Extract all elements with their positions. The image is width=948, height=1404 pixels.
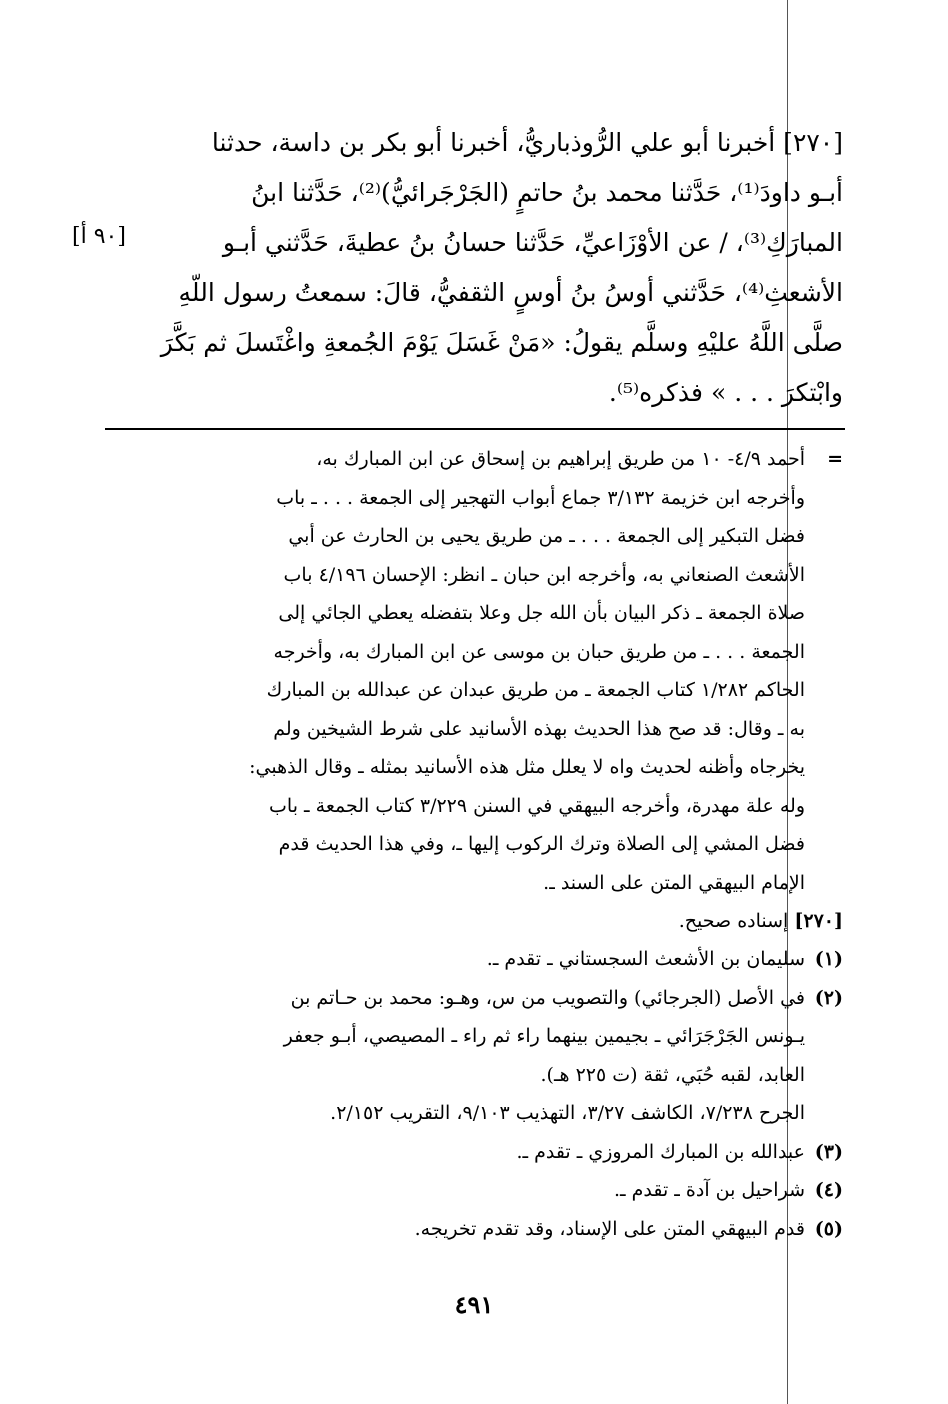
footnote-number: (٥)	[814, 1217, 843, 1240]
footnote-line: الجرح ٧/٢٣٨، الكاشف ٣/٢٧، التهذيب ٩/١٠٣، التقريب ٢/١٥٢.	[330, 1102, 805, 1124]
footnote-line: شراحيل بن آدة ـ تقدم ـ.	[613, 1179, 805, 1201]
page-number: ٤٩١	[454, 1290, 494, 1319]
footnote-line: عبدالله بن المبارك المروزي ـ تقدم ـ.	[516, 1140, 805, 1163]
footnote-line: فضل المشي إلى الصلاة وترك الركوب إليها ـ، وفي هذا الحديث قدم	[278, 833, 805, 855]
hadith-line: المبارَكِ⁽³⁾، / عن الأوْزَاعيِّ، حَدَّثنا حسانُ بنُ عطيةَ، حَدَّثني أبـو	[222, 228, 843, 257]
footnote-line: به ـ وقال: قد صح هذا الحديث بهذه الأسانيد على شرط الشيخين ولم	[273, 717, 805, 740]
footnote-line: الحاكم ١/٢٨٢ كتاب الجمعة ـ من طريق عبدان عن عبدالله بن المبارك	[266, 679, 805, 701]
footnote-line: يخرجاه وأظنه لحديث واه لا يعلل مثل هذه الأسانيد بمثله ـ وقال الذهبي:	[249, 756, 805, 778]
continuation-mark: =	[827, 448, 843, 470]
footnote-item	[153, 940, 843, 979]
footnote-item	[153, 979, 843, 1133]
footnote-item	[153, 1133, 843, 1172]
footnote-line: وله علة مهدرة، وأخرجه البيهقي في السنن ٣/٢٢٩ كتاب الجمعة ـ باب	[269, 794, 805, 817]
footnote-item	[153, 1171, 843, 1210]
hadith-ref: [٢٧٠]	[794, 910, 843, 932]
footnote-line: يـونس الجَرْجَرَائي ـ بجيمين بينهما راء ثم راء ـ المصيصي، أبـو جعفر	[283, 1025, 805, 1047]
footnote-line: صلاة الجمعة ـ ذكر البيان بأن الله جل وعلا بتفضله يعطي الجائي إلى	[278, 602, 805, 624]
footnotes	[153, 440, 843, 1248]
hadith-grading	[153, 902, 843, 940]
footnote-line: قدم البيهقي المتن على الإسناد، وقد تقدم تخريجه.	[414, 1217, 805, 1240]
footnote-number: (٢)	[814, 986, 843, 1009]
footnote-continuation	[153, 440, 843, 902]
footnote-line: الجمعة . . . ـ من طريق حبان بن موسى عن ابن المبارك به، وأخرجه	[273, 640, 805, 663]
footnote-line: الأشعث الصنعاني به، وأخرجه ابن حبان ـ انظر: الإحسان ٤/١٩٦ باب	[283, 563, 805, 586]
footnote-text	[153, 440, 805, 902]
hadith-text	[143, 118, 843, 418]
footnote-line: سليمان بن الأشعث السجستاني ـ تقدم ـ.	[486, 948, 805, 970]
footnote-number: (٣)	[814, 1140, 843, 1163]
hadith-line: [٢٧٠] أخبرنا أبو علي الرُّوذباريُّ، أخبرنا أبو بكر بن داسة، حدثنا	[211, 128, 843, 157]
footnote-line: العابد، لقبه حُبَي، ثقة (ت ٢٢٥ هـ).	[540, 1063, 805, 1086]
footnote-line: وأخرجه ابن خزيمة ٣/١٣٢ جماع أبواب التهجير إلى الجمعة . . . ـ باب	[276, 486, 805, 509]
footnote-divider	[105, 428, 845, 430]
footnote-line: في الأصل (الجرجائي) والتصويب من س، وهـو: محمد بن حـاتم بن	[290, 986, 805, 1009]
footnote-line: فضل التبكير إلى الجمعة . . . ـ من طريق يحيى بن الحارث عن أبي	[288, 525, 805, 547]
hadith-line: أبـو داودَ⁽¹⁾، حَدَّثنا محمد بنُ حاتمٍ (الجَرْجَرائيُّ)⁽²⁾، حَدَّثنا ابنُ	[251, 178, 843, 207]
footnote-number: (٤)	[814, 1179, 843, 1201]
hadith-grading-text: إسناده صحيح.	[678, 910, 795, 932]
footnote-line: الإمام البيهقي المتن على السند ـ.	[543, 871, 805, 894]
footnote-item	[153, 1210, 843, 1249]
footnote-line: أحمد ٤/٩- ١٠ من طريق إبراهيم بن إسحاق عن ابن المبارك به،	[316, 448, 805, 470]
hadith-line: وابْتكرَ . . . » فذكره⁽⁵⁾.	[608, 378, 843, 407]
footnote-number: (١)	[814, 948, 843, 970]
manuscript-folio-marker: [٩٠ أ]	[72, 224, 126, 249]
hadith-line: الأشعثِ⁽⁴⁾، حَدَّثني أوسُ بنُ أوسٍ الثقفيُّ، قالَ: سمعتُ رسول اللّهِ	[178, 278, 843, 307]
hadith-line: صلَّى اللَّهُ عليْهِ وسلَّم يقولُ: «مَنْ غَسَلَ يَوْمَ الجُمعةِ واغْتَسلَ ثم بَكَّرَ	[160, 328, 843, 357]
